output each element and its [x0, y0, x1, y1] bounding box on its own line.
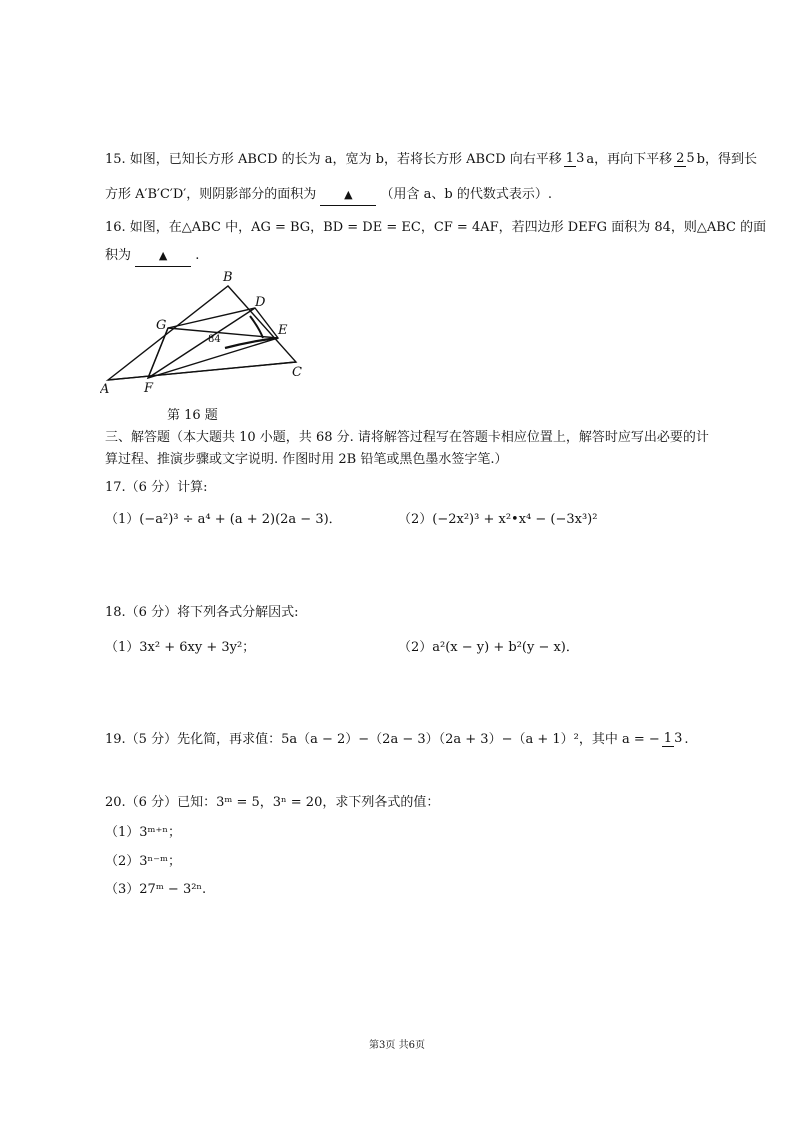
- label-area-note: 84: [208, 334, 221, 345]
- q19-end: .: [684, 732, 689, 747]
- q16-answer-blank: ▲: [135, 246, 191, 267]
- label-e: E: [278, 323, 288, 338]
- q15-line2-post: （用含 a、b 的代数式表示）.: [380, 187, 553, 202]
- segment-gf: [148, 328, 168, 378]
- q19-line: [105, 730, 724, 750]
- q19-frac-den: 3: [674, 731, 683, 746]
- label-d: D: [255, 295, 266, 310]
- q17-part1: （1）(−a²)³ ÷ a⁴ + (a + 2)(2a − 3)．: [105, 512, 342, 527]
- q16-line1: 16. 如图，在△ABC 中，AG = BG，BD = DE = EC，CF = 4AF，若四边形 DEFG 面积为 84，则△ABC 的面: [105, 220, 767, 235]
- q18-title: 18.（6 分）将下列各式分解因式:: [105, 605, 299, 620]
- q20-part2: （2）3ⁿ⁻ᵐ；: [105, 854, 182, 869]
- q15-part2: a，再向下平移: [586, 152, 673, 167]
- q15-line1: [105, 150, 757, 170]
- label-b: B: [223, 270, 233, 285]
- section3-line2: 算过程、推演步骤或文字说明. 作图时用 2B 铅笔或黑色墨水签字笔.）: [105, 452, 508, 467]
- label-f: F: [144, 381, 154, 396]
- q15-line2: [105, 185, 724, 206]
- q15-frac1-num: 1: [565, 151, 575, 166]
- label-c: C: [292, 365, 302, 380]
- q16-line2-pre: 积为: [105, 248, 132, 263]
- q16-caption: 第 16 题: [167, 408, 218, 423]
- q19-fraction: [662, 732, 683, 747]
- label-g: G: [156, 318, 167, 333]
- q18-part2: （2）a²(x − y) + b²(y − x)．: [398, 640, 579, 655]
- q18-part1: （1）3x² + 6xy + 3y²；: [105, 640, 256, 655]
- q15-frac1-den: 3: [576, 151, 585, 166]
- q15-line2-pre: 方形 A′B′C′D′，则阴影部分的面积为: [105, 187, 317, 202]
- q15-answer-blank: ▲: [320, 185, 376, 206]
- q20-title: 20.（6 分）已知：3ᵐ = 5，3ⁿ = 20，求下列各式的值：: [105, 795, 440, 810]
- page-footer: 第3页 共6页: [369, 1040, 425, 1051]
- q15-fraction-2: [674, 152, 695, 167]
- q17-title: 17.（6 分）计算:: [105, 480, 208, 495]
- q19-frac-num: 1: [663, 731, 673, 746]
- segment-ac: [108, 362, 296, 380]
- q15-fraction-1: [564, 152, 585, 167]
- section3-line1: 三、解答题（本大题共 10 小题，共 68 分. 请将解答过程写在答题卡相应位置上，解答时应写出必要的计: [105, 430, 709, 445]
- q19-text: 19.（5 分）先化简，再求值：5a（a − 2）−（2a − 3）（2a + 3）−（a + 1）²，其中 a = −: [105, 732, 660, 747]
- q15-part1: 15. 如图，已知长方形 ABCD 的长为 a，宽为 b，若将长方形 ABCD 向右平移: [105, 152, 562, 167]
- q15-frac2-num: 2: [676, 151, 685, 166]
- q20-part3: （3）27ᵐ − 3²ⁿ.: [105, 882, 207, 897]
- q15-frac2-den: 5: [686, 151, 695, 166]
- q15-part3: b，得到长: [696, 152, 757, 167]
- q16-line2: [105, 246, 724, 267]
- q17-part2: （2）(−2x²)³ + x²•x⁴ − (−3x³)²: [398, 512, 598, 527]
- q20-part1: （1）3ᵐ⁺ⁿ；: [105, 825, 182, 840]
- shade-stroke-2: [250, 316, 263, 338]
- q16-triangle-figure: [100, 268, 315, 396]
- triangle-abc: [108, 286, 296, 380]
- q16-line2-post: .: [195, 248, 200, 263]
- label-a: A: [100, 382, 110, 396]
